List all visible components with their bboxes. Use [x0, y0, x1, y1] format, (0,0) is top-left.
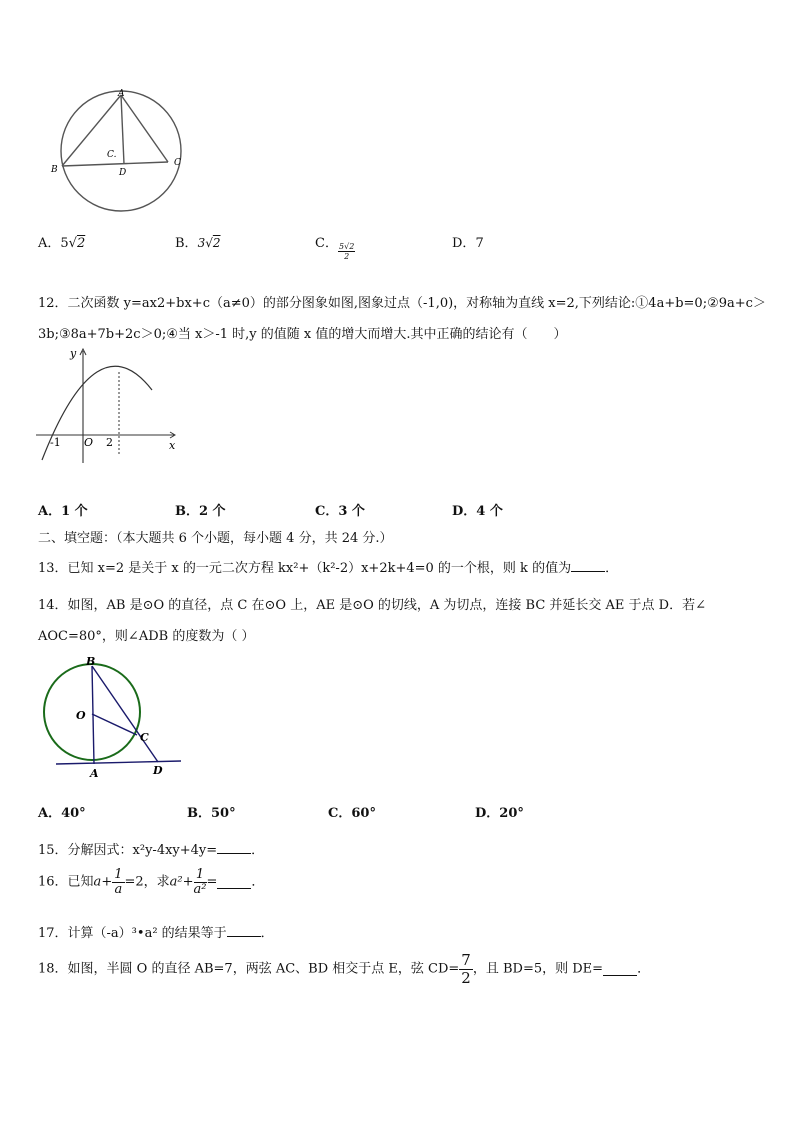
q16-period: ．	[251, 874, 265, 890]
q11-option-c[interactable]	[315, 232, 338, 251]
q18-fraction-7-over-2	[459, 952, 473, 987]
q11-option-b-coef: 3	[197, 236, 206, 250]
q14-option-c[interactable]: C．60°	[328, 806, 376, 821]
q12-origin-label: O	[84, 436, 94, 449]
q18-text: 18．如图，半圆 O 的直径 AB=7，两弦 AC、BD 相交于点 E，弦 CD=	[38, 961, 460, 977]
q12-y-label: y	[70, 347, 77, 360]
q11-label-center: C.	[107, 150, 117, 160]
q12-line1: 12．二次函数 y=ax2+bx+c（a≠0）的部分图象如图,图象过点（-1,0)，对称轴为直线 x=2,下列结论:①4a+b=0;②9a+c＞	[38, 296, 766, 311]
q18-frac-num: 7	[461, 951, 471, 969]
q11-label-a: A	[118, 89, 125, 99]
q15-period: ．	[251, 843, 265, 858]
q16-answer-blank[interactable]	[217, 876, 251, 889]
q18-frac-den: 2	[461, 969, 471, 987]
q18	[38, 952, 650, 987]
q17-period: ．	[260, 926, 274, 941]
q11-circle-figure	[48, 88, 198, 218]
q16-var-a: a	[93, 874, 102, 890]
q11-option-a-label: A．	[38, 236, 61, 251]
q11-option-b-radicand: 2	[212, 236, 221, 250]
q16-fraction-1-over-a2	[194, 868, 207, 897]
q12-option-b[interactable]: B．2 个	[175, 504, 226, 519]
q11-option-d[interactable]	[452, 232, 484, 251]
q17-text: 17．计算（-a）³•a² 的结果等于	[38, 926, 227, 941]
section-2-heading: 二、填空题：（本大题共 6 个小题，每小题 4 分，共 24 分.）	[38, 531, 393, 546]
q12-line2: 3b;③8a+7b+2c＞0;④当 x＞-1 时,y 的值随 x 值的增大而增大.其中正确的结论有（ ）	[38, 327, 567, 342]
q16-var-a2: a²	[169, 874, 183, 890]
q13-text: 13．已知 x=2 是关于 x 的一元二次方程 kx²+（k²-2）x+2k+4=0 的一个根，则 k 的值为	[38, 561, 572, 576]
q14-option-d[interactable]: D．20°	[475, 806, 524, 821]
q12-x-label: x	[169, 439, 176, 452]
q14-circle-figure	[40, 652, 190, 782]
q16-frac2-den: a²	[193, 882, 207, 897]
q14-label-c: C	[140, 731, 149, 744]
q16	[38, 868, 264, 897]
q11-option-d-value: 7	[475, 236, 484, 251]
q11-option-c-label: C．	[315, 236, 338, 251]
q11-option-a-radical: √2	[68, 236, 86, 251]
q11-option-a-radicand: 2	[76, 236, 86, 251]
q15	[38, 839, 264, 858]
q16-eq-text: =2，求	[124, 874, 170, 890]
q18-mid-text: ，且 BD=5，则 DE=	[472, 961, 604, 977]
q15-answer-blank[interactable]	[217, 841, 251, 854]
q16-text: 16．已知	[38, 874, 94, 890]
q11-option-d-label: D．	[452, 236, 476, 251]
q11-option-c-fraction	[338, 242, 355, 261]
q11-option-b-label: B．	[175, 236, 198, 251]
q14-label-a: A	[90, 767, 99, 780]
q14-label-b: B	[86, 655, 96, 668]
q14-option-a[interactable]: A．40°	[38, 806, 86, 821]
q14-label-d: D	[153, 764, 163, 777]
q11-label-d: D	[119, 168, 127, 178]
q12-parabola-graph	[34, 345, 184, 465]
q18-period: ．	[637, 961, 651, 977]
q11-option-c-denominator: 2	[344, 252, 350, 261]
q18-answer-blank[interactable]	[603, 963, 637, 976]
q12-option-a[interactable]: A．1 个	[38, 504, 88, 519]
q11-option-b-radical: √2	[205, 236, 221, 250]
q12-option-d[interactable]: D．4 个	[452, 504, 503, 519]
q11-option-a[interactable]	[38, 232, 85, 251]
q13	[38, 557, 618, 576]
q16-frac1-den: a	[114, 882, 123, 897]
q16-frac2-num: 1	[194, 868, 207, 883]
q11-option-c-numerator: 5√2	[339, 242, 355, 251]
q14-label-o: O	[76, 709, 86, 722]
q11-option-b[interactable]	[175, 232, 221, 251]
q14-line1: 14．如图，AB 是⊙O 的直径，点 C 在⊙O 上，AE 是⊙O 的切线，A 为切点，连接 BC 并延长交 AE 于点 D．若∠	[38, 598, 707, 613]
q12-tick-neg1: -1	[50, 436, 61, 449]
q16-plus-2: +	[182, 874, 194, 890]
q14-line2: AOC=80°，则∠ADB 的度数为（ ）	[38, 629, 255, 644]
q13-answer-blank[interactable]	[571, 559, 605, 572]
q14-option-b[interactable]: B．50°	[187, 806, 236, 821]
q12-option-c[interactable]: C．3 个	[315, 504, 365, 519]
q16-eq2: =	[206, 874, 218, 890]
q16-fraction-1-over-a	[112, 868, 124, 897]
q12-tick-2: 2	[106, 436, 113, 449]
q13-period: ．	[605, 561, 619, 576]
q11-label-c: C	[174, 158, 181, 168]
q16-frac1-num: 1	[114, 867, 123, 882]
q16-plus: +	[101, 874, 113, 890]
q17	[38, 922, 274, 941]
q11-label-b: B	[51, 165, 58, 175]
q11-option-a-coef: 5	[60, 236, 69, 251]
q17-answer-blank[interactable]	[227, 924, 261, 937]
q15-text: 15．分解因式：x²y-4xy+4y=	[38, 843, 218, 858]
